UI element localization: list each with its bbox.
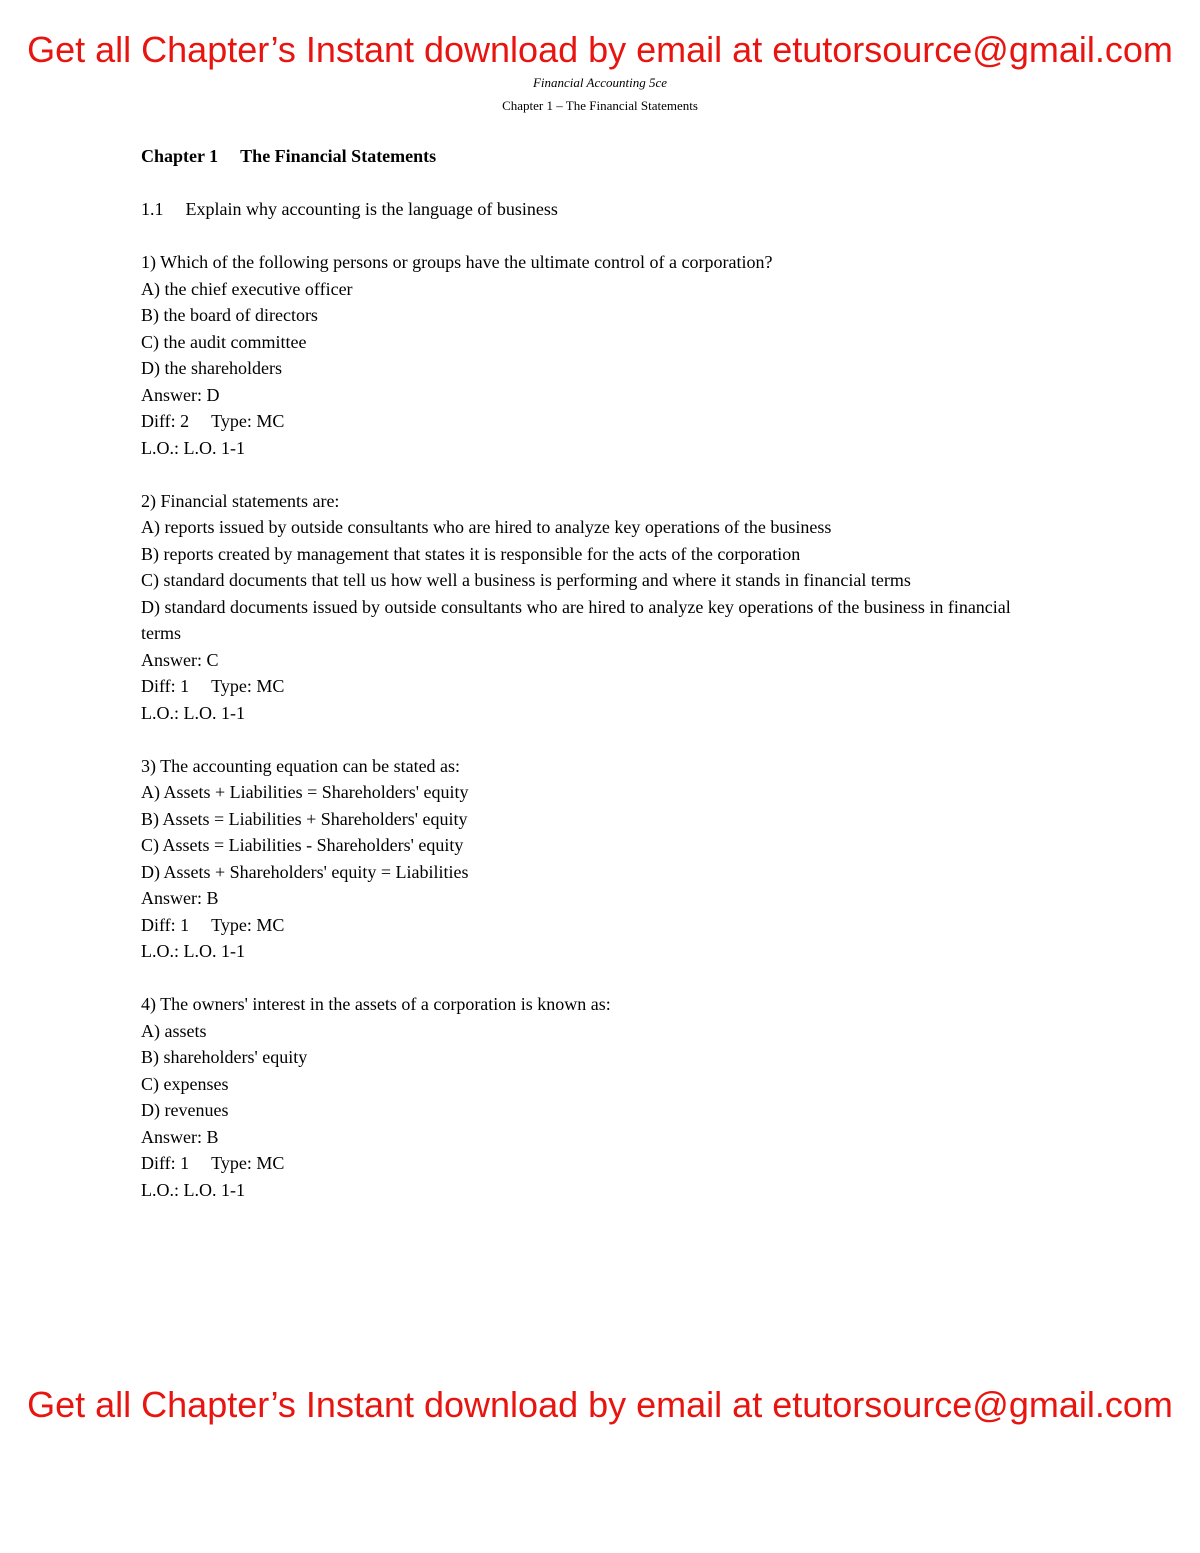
download-banner-bottom: Get all Chapter’s Instant download by email at etutorsource@gmail.com	[27, 1384, 1173, 1425]
answer-option-d: D) Assets + Shareholders' equity = Liabilities	[141, 861, 469, 882]
difficulty: Diff: 1	[141, 676, 190, 696]
answer-option-c: C) standard documents that tell us how well a business is performing and where it stands in financial terms	[141, 570, 911, 590]
question-3	[141, 753, 1041, 965]
learning-objective	[141, 196, 1041, 223]
learning-objective-ref: L.O.: L.O. 1-1	[141, 437, 245, 458]
answer-option-a: A) the chief executive officer	[141, 278, 353, 299]
question-type: Type: MC	[211, 676, 285, 696]
correct-answer: Answer: B	[141, 1126, 219, 1147]
learning-objective-ref: L.O.: L.O. 1-1	[141, 702, 245, 723]
answer-option-b: B) shareholders' equity	[141, 1047, 308, 1067]
difficulty-type	[141, 1150, 1041, 1177]
question-stem: 1) Which of the following persons or groups have the ultimate control of a corporation?	[141, 252, 773, 272]
answer-option-b: B) Assets = Liabilities + Shareholders' equity	[141, 808, 468, 829]
question-type: Type: MC	[211, 1153, 285, 1173]
answer-option-b: B) the board of directors	[141, 305, 318, 325]
question-type: Type: MC	[211, 914, 285, 935]
question-stem: 4) The owners' interest in the assets of a corporation is known as:	[141, 994, 611, 1014]
answer-option-b: B) reports created by management that states it is responsible for the acts of the corporation	[141, 543, 801, 564]
correct-answer: Answer: D	[141, 384, 220, 405]
objective-text: Explain why accounting is the language of business	[185, 199, 558, 219]
question-stem: 2) Financial statements are:	[141, 490, 340, 511]
objective-number: 1.1	[141, 199, 164, 219]
question-2	[141, 488, 1041, 727]
answer-option-c: C) Assets = Liabilities - Shareholders' equity	[141, 835, 464, 855]
answer-option-c: C) the audit committee	[141, 331, 307, 352]
difficulty: Diff: 1	[141, 1153, 190, 1173]
document-body	[141, 143, 1041, 1230]
difficulty-type	[141, 673, 1041, 700]
answer-option-a: A) reports issued by outside consultants who are hired to analyze key operations of the business	[141, 517, 832, 537]
difficulty-type	[141, 408, 1041, 435]
running-head-book-title: Financial Accounting 5ce	[532, 75, 668, 90]
question-4	[141, 991, 1041, 1203]
chapter-heading	[141, 143, 1041, 170]
answer-option-d: D) revenues	[141, 1100, 229, 1120]
chapter-number: Chapter 1	[141, 146, 219, 166]
chapter-title: The Financial Statements	[240, 146, 437, 166]
correct-answer: Answer: C	[141, 649, 219, 670]
answer-option-a: A) assets	[141, 1020, 207, 1041]
learning-objective-ref: L.O.: L.O. 1-1	[141, 941, 245, 961]
answer-option-a: A) Assets + Liabilities = Shareholders' equity	[141, 782, 469, 802]
running-head-chapter: Chapter 1 – The Financial Statements	[502, 98, 698, 113]
answer-option-d: D) standard documents issued by outside consultants who are hired to analyze key operations of the business in financial terms	[141, 596, 1011, 643]
difficulty: Diff: 1	[141, 914, 190, 935]
learning-objective-ref: L.O.: L.O. 1-1	[141, 1179, 245, 1200]
correct-answer: Answer: B	[141, 888, 219, 908]
question-type: Type: MC	[211, 411, 285, 431]
answer-option-d: D) the shareholders	[141, 358, 282, 378]
download-banner-top: Get all Chapter’s Instant download by email at etutorsource@gmail.com	[27, 29, 1173, 70]
difficulty: Diff: 2	[141, 411, 190, 431]
answer-option-c: C) expenses	[141, 1073, 229, 1094]
difficulty-type	[141, 912, 1041, 939]
question-stem: 3) The accounting equation can be stated as:	[141, 755, 461, 776]
question-1	[141, 249, 1041, 461]
